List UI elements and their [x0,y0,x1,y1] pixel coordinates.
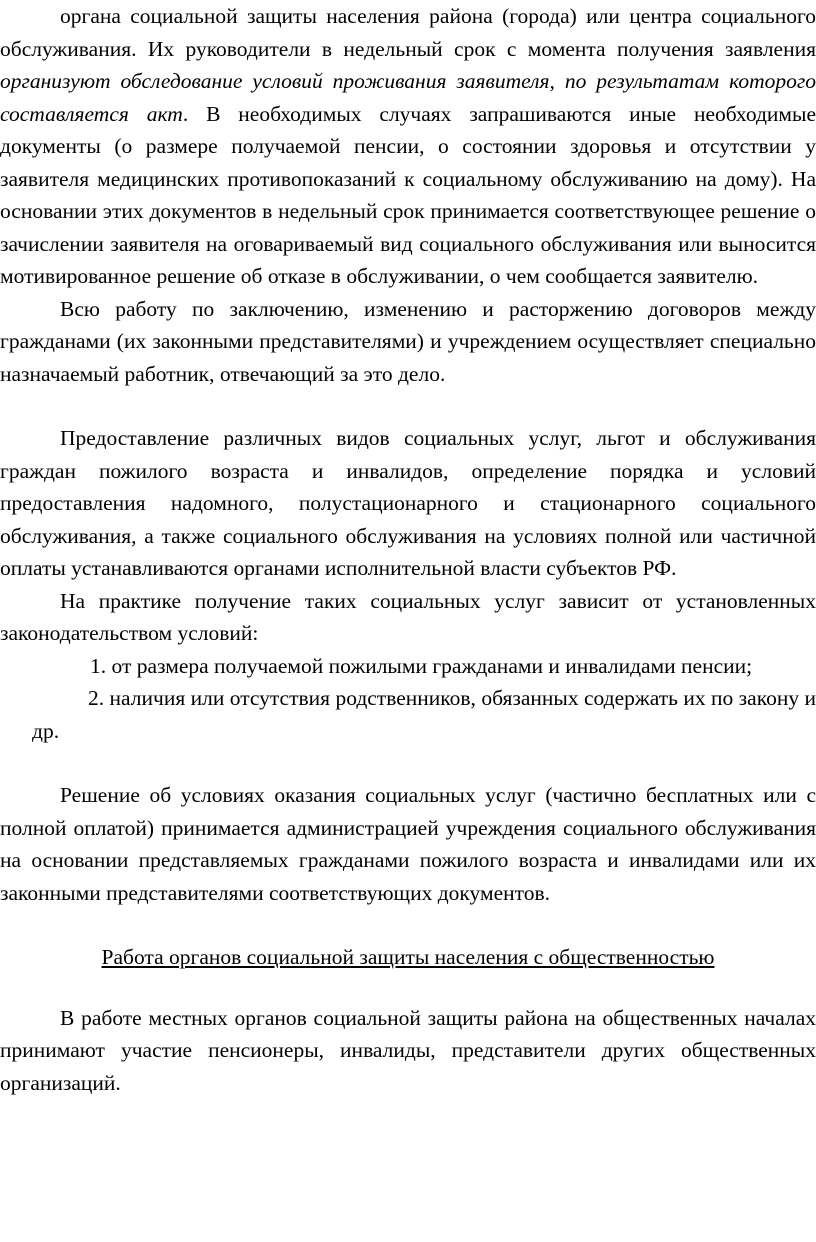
section-heading-text: Работа органов социальной защиты населения с общественностью [101,945,715,969]
section-heading [0,941,816,974]
paragraph-1 [0,0,816,293]
spacer [0,390,816,422]
spacer [0,747,816,779]
paragraph-3: Предоставление различных видов социальных услуг, льгот и обслуживания граждан пожилого возраста и инвалидов, определение порядка и условий предоставления надомного, полустационарного и стационарного социального обслуживания, а также социального обслуживания на условиях полной или частичной оплаты устанавливаются органами исполнительной власти субъектов РФ. [0,426,816,580]
list-item-1: 1. от размера получаемой пожилыми гражданами и инвалидами пенсии; [90,653,753,678]
paragraph-1-text-b: . В необходимых случаях запрашиваются иные необходимые документы (о размере получаемой пенсии, о состоянии здоровья и отсутствии у заявителя медицинских противопоказаний к социальному обслуживанию на дому). На основании этих документов в недельный срок принимается соответствующее решение о зачислении заявителя на оговариваемый вид социального обслуживания или выносится мотивированное решение об отказе в обслуживании, о чем сообщается заявителю. [0,101,816,288]
spacer [0,909,816,941]
paragraph-2: Всю работу по заключению, изменению и расторжению договоров между гражданами (их законными представителями) и учреждением осуществляет специально назначаемый работник, отвечающий за это дело. [0,296,816,386]
paragraph-1-italic: организуют обследование условий проживания заявителя, по результатам которого составляется акт [0,69,816,126]
spacer [0,974,816,1002]
paragraph-4: На практике получение таких социальных услуг зависит от установленных законодательством условий: [0,588,816,645]
paragraph-6: В работе местных органов социальной защиты района на общественных началах принимают участие пенсионеры, инвалиды, представители других общественных организаций. [0,1005,816,1095]
paragraph-1-text-a: органа социальной защиты населения района (города) или центра социального обслуживания. Их руководители в недельный срок с момента получения заявления [0,4,816,61]
list-item-2: 2. наличия или отсутствия родственников, обязанных содержать их по закону и др. [32,686,816,743]
paragraph-5: Решение об условиях оказания социальных услуг (частично бесплатных или с полной оплатой) принимается администрацией учреждения социального обслуживания на основании представляемых гражданами пожилого возраста и инвалидами или их законными представителями соответствующих документов. [0,783,816,905]
